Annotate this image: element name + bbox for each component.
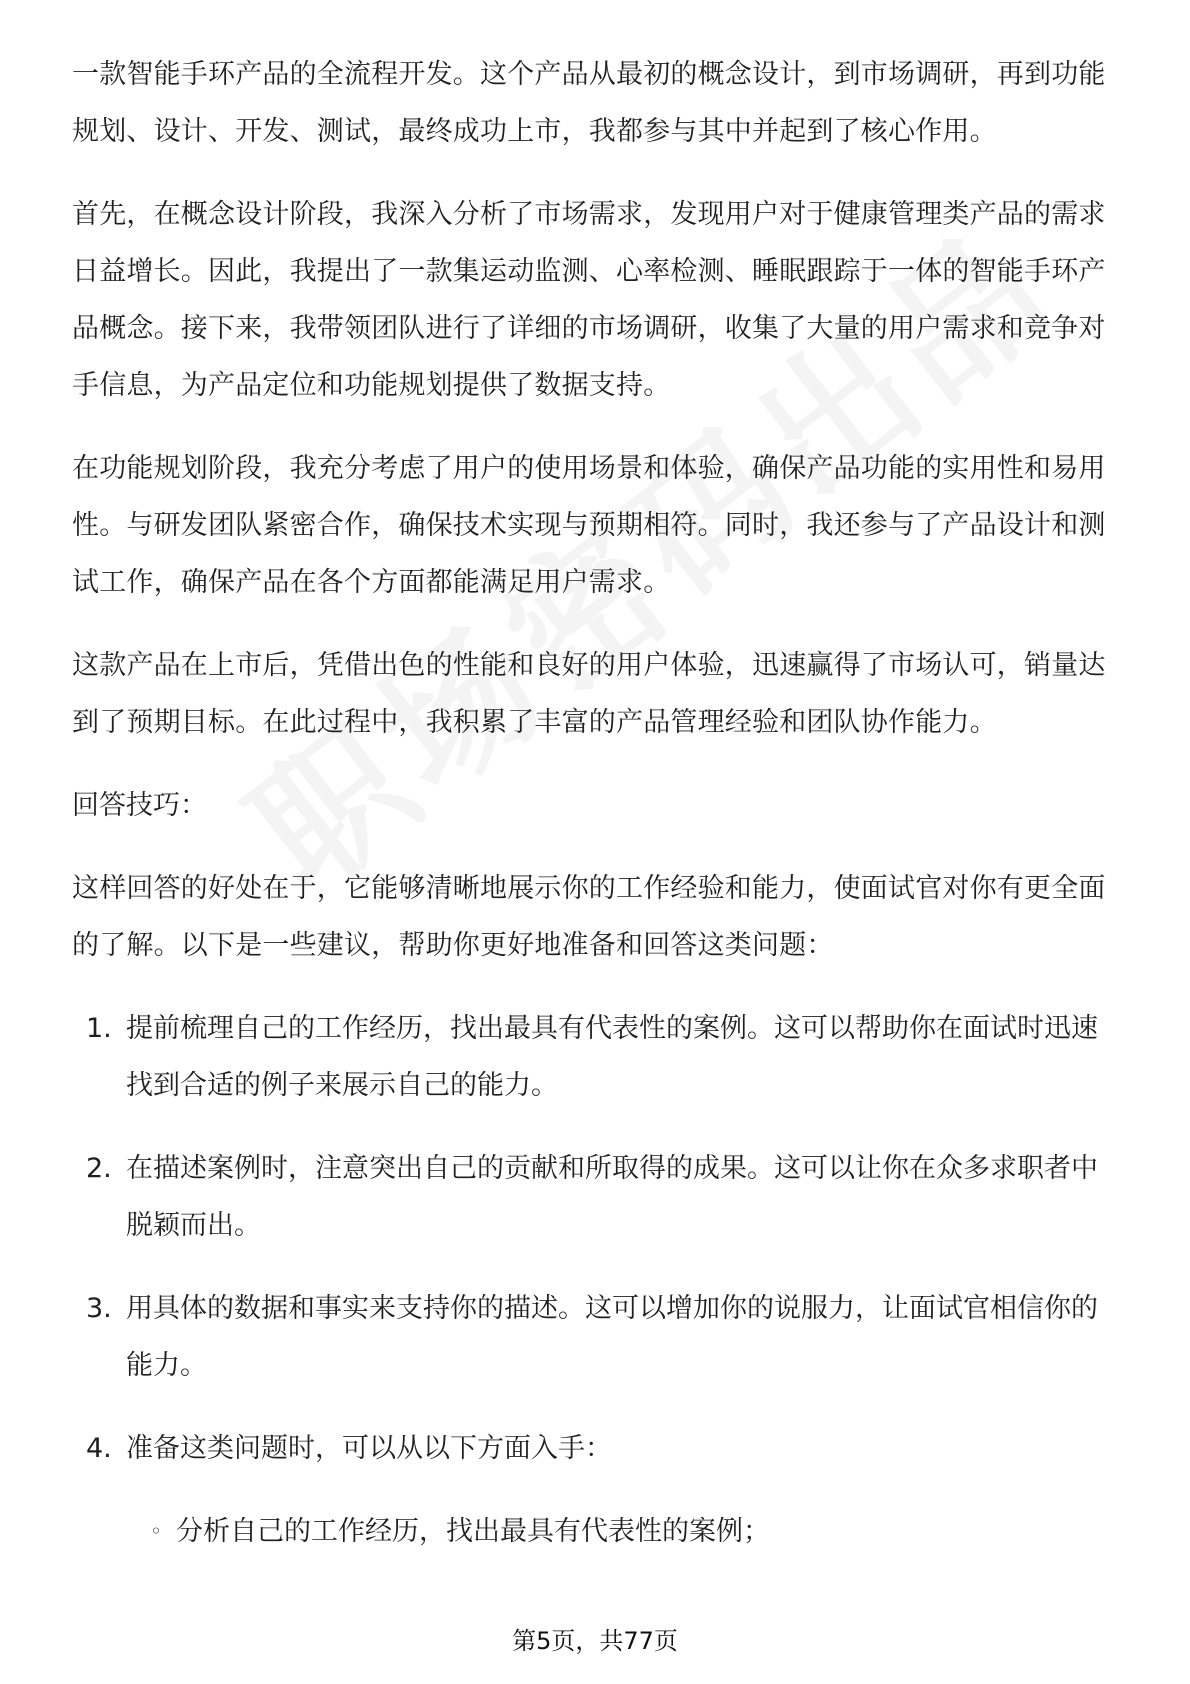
page-content: [72, 46, 1122, 1586]
list-item-text: 在描述案例时，注意突出自己的贡献和所取得的成果。这可以让你在众多求职者中脱颖而出。: [126, 1153, 1098, 1241]
paragraph: 这款产品在上市后，凭借出色的性能和良好的用户体验，迅速赢得了市场认可，销量达到了预期目标。在此过程中，我积累了丰富的产品管理经验和团队协作能力。: [72, 650, 1106, 738]
paragraph: 一款智能手环产品的全流程开发。这个产品从最初的概念设计，到市场调研，再到功能规划、设计、开发、测试，最终成功上市，我都参与其中并起到了核心作用。: [72, 59, 1106, 147]
bullet-icon: ◦: [150, 1519, 162, 1543]
tips-heading: 回答技巧：: [72, 790, 207, 821]
sub-list: [126, 1503, 1122, 1560]
list-item: [72, 1420, 1122, 1560]
list-item: [72, 1000, 1122, 1114]
list-number: 3.: [86, 1293, 112, 1324]
page-footer: 第5页，共77页: [512, 1627, 678, 1655]
sub-list-item-text: 分析自己的工作经历，找出最具有代表性的案例；: [176, 1516, 770, 1547]
list-number: 1.: [86, 1013, 112, 1044]
paragraph: 首先，在概念设计阶段，我深入分析了市场需求，发现用户对于健康管理类产品的需求日益增长。因此，我提出了一款集运动监测、心率检测、睡眠跟踪于一体的智能手环产品概念。接下来，我带领团队进行了详细的市场调研，收集了大量的用户需求和竞争对手信息，为产品定位和功能规划提供了数据支持。: [72, 199, 1106, 401]
tips-list: [72, 1000, 1122, 1560]
list-item-text: 准备这类问题时，可以从以下方面入手：: [126, 1433, 612, 1464]
list-number: 4.: [86, 1433, 112, 1464]
paragraph: 在功能规划阶段，我充分考虑了用户的使用场景和体验，确保产品功能的实用性和易用性。与研发团队紧密合作，确保技术实现与预期相符。同时，我还参与了产品设计和测试工作，确保产品在各个方面都能满足用户需求。: [72, 453, 1106, 598]
list-item-text: 用具体的数据和事实来支持你的描述。这可以增加你的说服力，让面试官相信你的能力。: [126, 1293, 1098, 1381]
tips-intro: 这样回答的好处在于，它能够清晰地展示你的工作经验和能力，使面试官对你有更全面的了解。以下是一些建议，帮助你更好地准备和回答这类问题：: [72, 873, 1106, 961]
sub-list-item: [126, 1503, 1122, 1560]
list-item-text: 提前梳理自己的工作经历，找出最具有代表性的案例。这可以帮助你在面试时迅速找到合适的例子来展示自己的能力。: [126, 1013, 1098, 1101]
list-item: [72, 1280, 1122, 1394]
list-item: [72, 1140, 1122, 1254]
list-number: 2.: [86, 1153, 112, 1184]
